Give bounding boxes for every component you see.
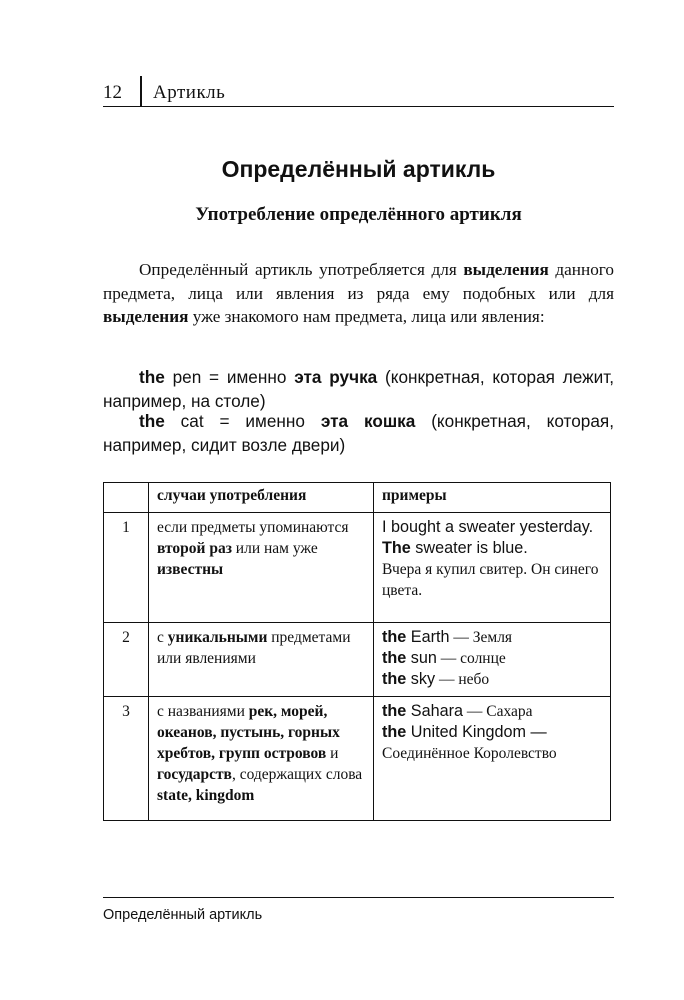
- footer-rule: [103, 897, 614, 898]
- page-title: Определённый артикль: [221, 156, 496, 182]
- table-row: [104, 513, 611, 623]
- example-line: the sun — солнце: [382, 649, 506, 667]
- table-row: [104, 623, 611, 697]
- usage-examples: [374, 697, 611, 821]
- example-the-pen: the pen = именно эта ручка (конкретная, которая лежит, например, на столе): [103, 367, 614, 411]
- row-number: 2: [104, 623, 149, 697]
- usage-case: с названиями рек, морей, океанов, пустынь, горных хребтов, групп островов и государств, содержащих слова state, kingdom: [149, 697, 374, 821]
- example-english: I bought a sweater yesterday. The sweater is blue.: [382, 518, 594, 557]
- table-header-examples: примеры: [374, 483, 611, 513]
- page-number: 12: [103, 82, 122, 103]
- example-the-cat: the cat = именно эта кошка (конкретная, которая, например, сидит возле двери): [103, 411, 614, 455]
- example-line: the sky — небо: [382, 670, 490, 688]
- usage-table: [103, 482, 611, 821]
- running-title: Артикль: [153, 82, 226, 103]
- header-rule: [103, 106, 614, 107]
- section-subtitle: Употребление определённого артикля: [195, 204, 522, 225]
- usage-examples: [374, 623, 611, 697]
- intro-paragraph: Определённый артикль употребляется для выделения данного предмета, лица или явления из ряда ему подобных или для выделения уже знакомого нам предмета, лица или явления:: [103, 260, 614, 326]
- example-line: the Sahara — Сахара: [382, 702, 533, 720]
- row-number: 3: [104, 697, 149, 821]
- usage-examples: [374, 513, 611, 623]
- usage-case: с уникальными предметами или явлениями: [149, 623, 374, 697]
- table-header-cases: случаи употребления: [149, 483, 374, 513]
- table-header-row: [104, 483, 611, 513]
- page-header: [103, 76, 614, 106]
- footer-running-title: Определённый артикль: [103, 907, 263, 923]
- table-row: [104, 697, 611, 821]
- row-number: 1: [104, 513, 149, 623]
- example-line: the United Kingdom — Соединённое Королевство: [382, 723, 557, 762]
- example-translation: Вчера я купил свитер. Он синего цвета.: [382, 561, 599, 599]
- example-line: the Earth — Земля: [382, 628, 513, 646]
- usage-case: если предметы упоминаются второй раз или нам уже известны: [149, 513, 374, 623]
- table-header-number: [104, 483, 149, 513]
- header-divider: [140, 76, 142, 106]
